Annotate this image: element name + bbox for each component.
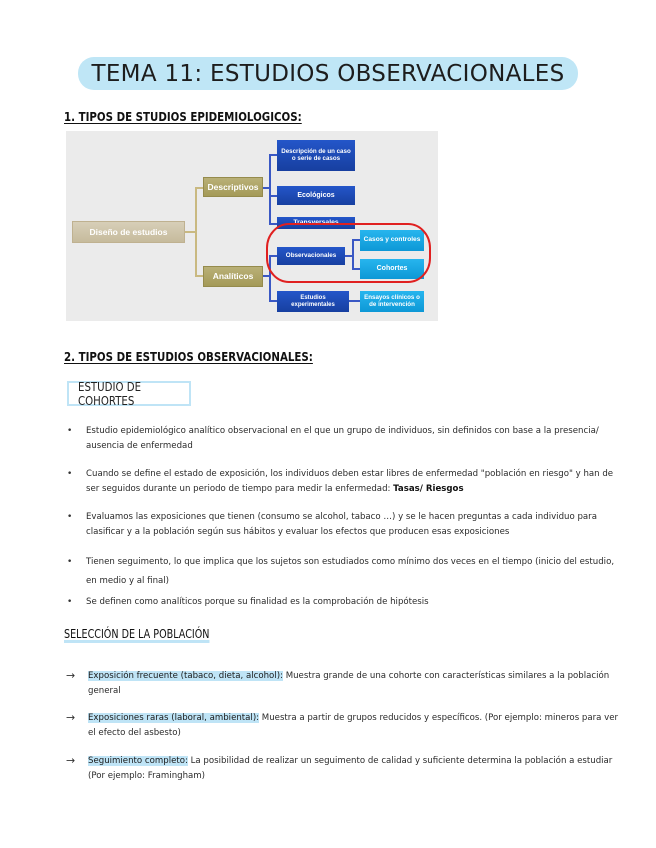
page-title: TEMA 11: ESTUDIOS OBSERVACIONALES	[78, 57, 579, 90]
selection-highlight: Seguimiento completo:	[88, 756, 188, 766]
root-box: Diseño de estudios	[72, 221, 185, 243]
bullet-text: Cuando se define el estado de exposición, los individuos deben estar libres de enfermedad "población en riesgo" y han de ser seguidos durante un periodo de tiempo para medir la enfermedad:	[86, 469, 614, 494]
connector	[195, 187, 197, 277]
desc-child-box: Transversales	[277, 217, 355, 229]
bullet-text: Estudio epidemiológico analítico observacional en el que un grupo de individuos, sin definidos con base a la presencia/ ausencia de enfermedad	[86, 426, 599, 451]
connector	[269, 300, 277, 302]
connector	[269, 154, 277, 156]
arrow-right-icon: →	[66, 711, 76, 724]
selection-heading: SELECCIÓN DE LA POBLACIÓN	[64, 627, 210, 641]
selection-item	[66, 669, 626, 699]
selection-text: La posibilidad de realizar un seguimento de calidad y suficiente determina la población a estudiar (Por ejemplo: Framingham)	[88, 756, 613, 781]
connector	[349, 300, 360, 302]
connector	[352, 239, 354, 269]
analiticos-box: Analíticos	[203, 266, 263, 287]
bullet-bold: Tasas/ Riesgos	[393, 484, 464, 494]
list-item	[64, 595, 624, 610]
exp-child-box: Ensayos clínicos o de intervención	[360, 291, 424, 312]
arrow-right-icon: →	[66, 754, 76, 767]
cohort-bullet-list	[64, 424, 624, 618]
selection-item	[66, 711, 626, 741]
cohort-tag-label: ESTUDIO DE COHORTES	[78, 379, 142, 408]
connector	[195, 187, 203, 189]
obs-child-box: Casos y controles	[360, 230, 424, 251]
study-design-diagram	[66, 131, 438, 321]
observacionales-box: Observacionales	[277, 247, 345, 265]
selection-item	[66, 754, 626, 784]
connector	[269, 223, 277, 225]
connector	[269, 154, 271, 224]
connector	[269, 255, 277, 257]
section1-heading: 1. TIPOS DE STUDIOS EPIDEMIOLOGICOS:	[64, 109, 302, 124]
cohort-tag	[67, 381, 191, 406]
desc-child-box: Ecológicos	[277, 186, 355, 205]
selection-text: Muestra a partir de grupos reducidos y específicos. (Por ejemplo: mineros para ver el efecto del asbesto)	[88, 713, 619, 738]
title-wrap	[0, 57, 656, 90]
selection-highlight: Exposiciones raras (laboral, ambiental):	[88, 713, 260, 723]
bullet-text: Evaluamos las exposiciones que tienen (consumo se alcohol, tabaco …) y se le hacen preguntas a cada individuo para clasificar y a la población según sus hábitos y evaluar los efectos que producen esas exposiciones	[86, 512, 597, 537]
connector	[195, 275, 203, 277]
connector	[269, 195, 277, 197]
connector	[269, 255, 271, 302]
experimentales-box: Estudios experimentales	[277, 291, 349, 312]
descriptivos-box: Descriptivos	[203, 177, 263, 197]
obs-child-box: Cohortes	[360, 259, 424, 279]
arrow-right-icon: →	[66, 669, 76, 682]
desc-child-box: Descripción de un caso o serie de casos	[277, 140, 355, 171]
selection-highlight: Exposición frecuente (tabaco, dieta, alcohol):	[88, 671, 283, 681]
connector	[352, 268, 360, 270]
list-item	[64, 467, 624, 497]
bullet-text: Tienen seguimento, lo que implica que los sujetos son estudiados como mínimo dos veces en el tiempo (inicio del estudio, en medio y al final)	[86, 557, 615, 586]
list-item	[64, 424, 624, 454]
connector	[352, 239, 360, 241]
section2-heading: 2. TIPOS DE ESTUDIOS OBSERVACIONALES:	[64, 349, 313, 364]
list-item	[64, 510, 624, 540]
list-item	[64, 553, 624, 591]
bullet-text: Se definen como analíticos porque su finalidad es la comprobación de hipótesis	[86, 597, 429, 607]
selection-text: Muestra grande de una cohorte con características similares a la población general	[88, 671, 610, 696]
